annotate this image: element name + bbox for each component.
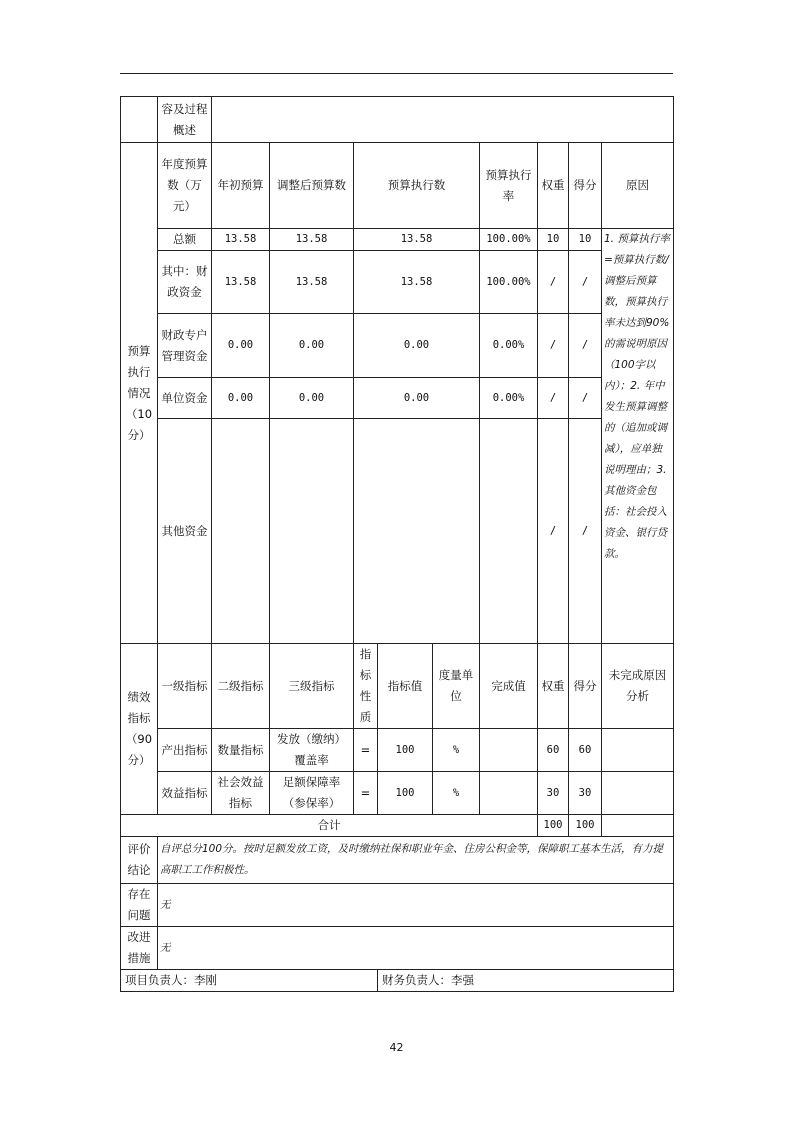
evaluation-table bbox=[120, 96, 674, 992]
header-cell: 原因 bbox=[602, 143, 674, 229]
budget-row: 其他资金 / / bbox=[121, 419, 674, 644]
header-rule bbox=[120, 73, 673, 74]
performance-section-label: 绩效指标（90分） bbox=[121, 644, 158, 815]
improvements-row: 改进措施 无 bbox=[121, 927, 674, 970]
header-cell: 权重 bbox=[538, 143, 569, 229]
header-cell: 得分 bbox=[569, 143, 602, 229]
performance-row: 效益指标 社会效益指标 足额保障率（参保率） = 100 % 30 30 bbox=[121, 772, 674, 815]
budget-row: 总额 13.58 13.58 13.58 100.00% 10 10 1. 预算执行率=预算执行数/调整后预算数，预算执行率未达到90%的需说明原因（100字以内）；2. 年中发生预算调整的（追加或调减），应单独说明理由；3. 其他资金包括：社会投入资金、银行贷款。 bbox=[121, 229, 674, 251]
performance-row: 产出指标 数量指标 发放（缴纳）覆盖率 = 100 % 60 60 bbox=[121, 729, 674, 772]
budget-row: 财政专户管理资金 0.00 0.00 0.00 0.00% / / bbox=[121, 314, 674, 378]
overview-row bbox=[121, 97, 674, 143]
header-cell: 调整后预算数 bbox=[270, 143, 354, 229]
overview-label: 容及过程概述 bbox=[158, 97, 212, 143]
conclusion-row: 评价结论 自评总分100分。按时足额发放工资，及时缴纳社保和职业年金、住房公积金等，保障职工基本生活，有力提高职工工作积极性。 bbox=[121, 837, 674, 884]
budget-header-row bbox=[121, 143, 674, 229]
page-number: 42 bbox=[389, 1041, 404, 1054]
header-cell: 年初预算 bbox=[212, 143, 270, 229]
header-cell: 年度预算数（万元） bbox=[158, 143, 212, 229]
performance-header-row: 绩效指标（90分） 一级指标 二级指标 三级指标 指标性质 指标值 度量单位 完成值 权重 得分 未完成原因分析 bbox=[121, 644, 674, 729]
budget-row: 其中：财政资金 13.58 13.58 13.58 100.00% / / bbox=[121, 251, 674, 314]
header-cell: 预算执行率 bbox=[480, 143, 538, 229]
finance-lead: 财务负责人：李强 bbox=[378, 970, 674, 992]
total-row: 合计 100 100 bbox=[121, 815, 674, 837]
problems-row: 存在问题 无 bbox=[121, 884, 674, 927]
budget-row: 单位资金 0.00 0.00 0.00 0.00% / / bbox=[121, 378, 674, 419]
header-cell: 预算执行数 bbox=[354, 143, 480, 229]
reason-note: 1. 预算执行率=预算执行数/调整后预算数，预算执行率未达到90%的需说明原因（100字以内）；2. 年中发生预算调整的（追加或调减），应单独说明理由；3. 其他资金包括：社会投入资金、银行贷款。 bbox=[602, 229, 674, 644]
budget-section-label: 预算执行情况（10分） bbox=[121, 143, 158, 644]
project-lead: 项目负责人：李刚 bbox=[121, 970, 378, 992]
signature-row bbox=[121, 970, 674, 992]
